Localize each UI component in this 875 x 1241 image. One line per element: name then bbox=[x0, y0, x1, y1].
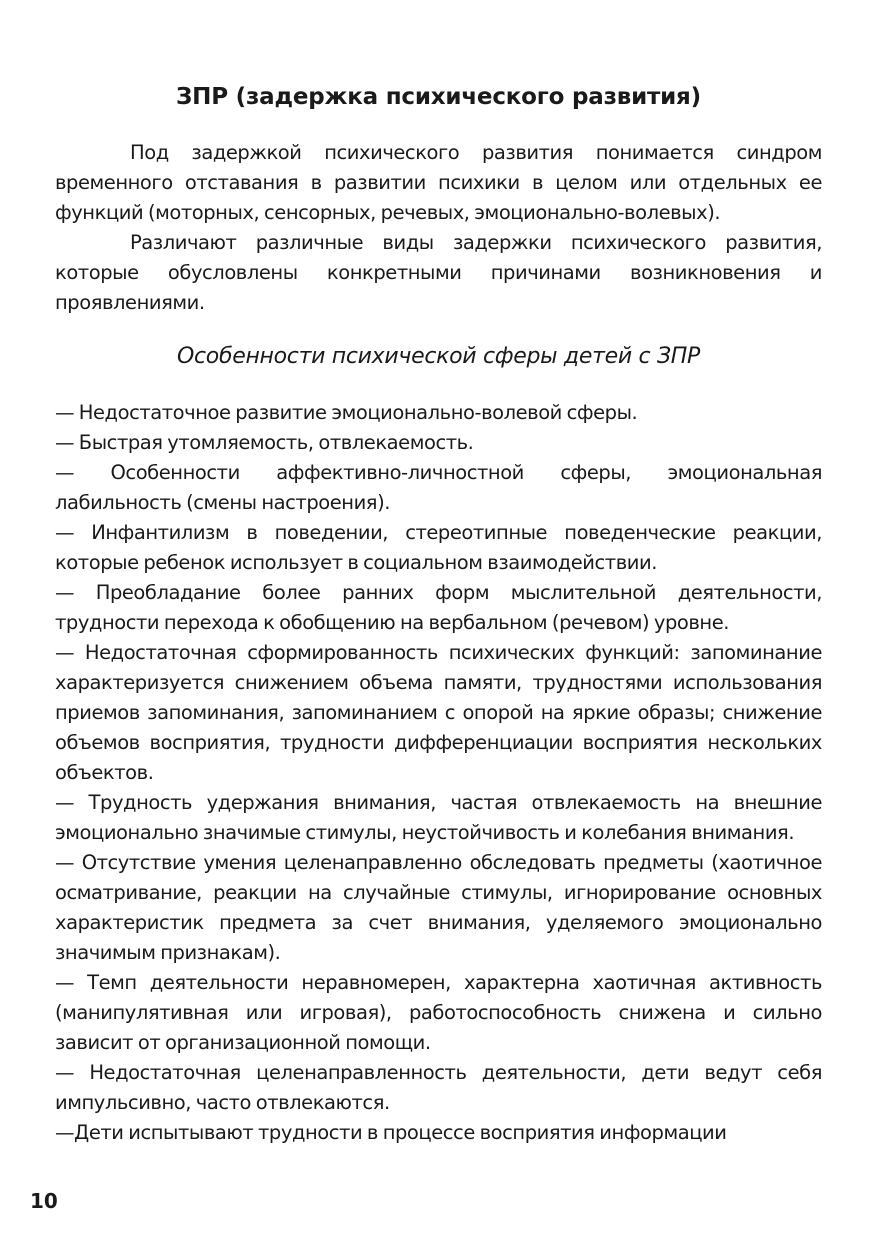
intro-paragraph: Различают различные виды задержки психического развития, которые обусловлены конкретными причинами возникновения и проявлениями. bbox=[55, 231, 822, 314]
page-number: 10 bbox=[30, 1189, 58, 1213]
list-item: — Темп деятельности неравномерен, характерна хаотичная активность (манипулятивная или игровая), работоспособность снижена и сильно зависит от организационной помощи. bbox=[55, 971, 822, 1054]
list-item: — Недостаточная сформированность психических функций: запоминание характеризуется снижением объема памяти, трудностями использования приемов запоминания, запоминанием с опорой на яркие образы; снижение объемов восприятия, трудности дифференциации восприятия нескольких объектов. bbox=[55, 641, 822, 784]
list-item: — Отсутствие умения целенаправленно обследовать предметы (хаотичное осматривание, реакции на случайные стимулы, игнорирование основных характеристик предмета за счет внимания, уделяемого эмоционально значимым признакам). bbox=[55, 851, 822, 964]
features-list bbox=[55, 398, 822, 1148]
section-subtitle: Особенности психической сферы детей с ЗПР bbox=[176, 344, 701, 369]
intro-section bbox=[55, 138, 822, 318]
list-item: — Недостаточная целенаправленность деятельности, дети ведут себя импульсивно, часто отвлекаются. bbox=[55, 1061, 822, 1114]
list-item: — Недостаточное развитие эмоционально-волевой сферы. bbox=[55, 401, 638, 424]
list-item: — Преобладание более ранних форм мыслительной деятельности, трудности перехода к обобщению на вербальном (речевом) уровне. bbox=[55, 581, 822, 634]
list-item: — Трудность удержания внимания, частая отвлекаемость на внешние эмоционально значимые стимулы, неустойчивость и колебания внимания. bbox=[55, 791, 822, 844]
list-item: — Инфантилизм в поведении, стереотипные поведенческие реакции, которые ребенок использует в социальном взаимодействии. bbox=[55, 521, 822, 574]
intro-paragraph: Под задержкой психического развития понимается синдром временного отставания в развитии психики в целом или отдельных ее функций (моторных, сенсорных, речевых, эмоционально-волевых). bbox=[55, 141, 822, 224]
list-item: — Быстрая утомляемость, отвлекаемость. bbox=[55, 431, 474, 454]
list-item: —Дети испытывают трудности в процессе восприятия информации bbox=[55, 1121, 727, 1144]
page-title: ЗПР (задержка психического развития) bbox=[176, 84, 701, 110]
list-item: — Особенности аффективно-личностной сферы, эмоциональная лабильность (смены настроения). bbox=[55, 461, 822, 514]
